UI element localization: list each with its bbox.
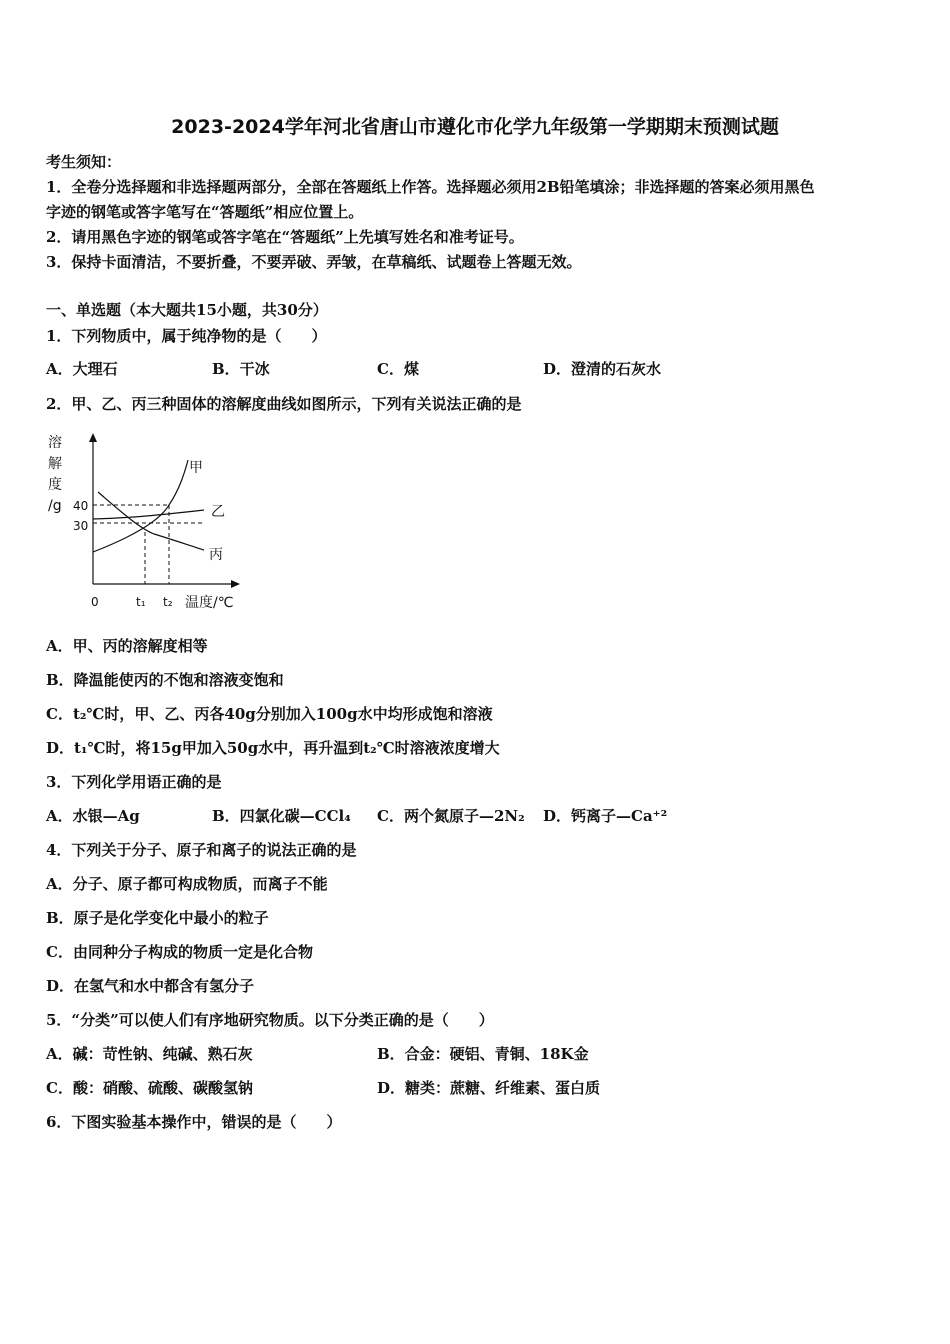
y-tick-30: 30 [73, 519, 89, 533]
q4-option-b: B．原子是化学变化中最小的粒子 [46, 909, 269, 927]
curve-bing [98, 492, 204, 550]
x-tick-t2: t₂ [163, 595, 173, 609]
series-label-yi: 乙 [211, 504, 225, 520]
q3-option-b: B．四氯化碳—CCl₄ [212, 807, 351, 825]
ylabel-char: 溶 [48, 435, 62, 451]
y-axis-arrow [89, 433, 97, 442]
q1-option-d: D．澄清的石灰水 [543, 360, 662, 378]
q3-option-c: C．两个氮原子—2N₂ [377, 807, 525, 825]
q2-option-b: B．降温能使丙的不饱和溶液变饱和 [46, 671, 284, 689]
ylabel-char: /g [48, 498, 62, 514]
question-3-stem: 3．下列化学用语正确的是 [46, 773, 222, 791]
notice-item: 3．保持卡面清洁，不要折叠，不要弄破、弄皱，在草稿纸、试题卷上答题无效。 [46, 253, 582, 271]
q2-option-a: A．甲、丙的溶解度相等 [46, 637, 208, 655]
x-tick-t1: t₁ [136, 595, 146, 609]
q2-option-c: C．t₂℃时，甲、乙、丙各40g分别加入100g水中均形成饱和溶液 [46, 705, 493, 723]
notice-heading: 考生须知： [46, 153, 122, 171]
series-label-jia: 甲 [189, 460, 203, 476]
q4-option-c: C．由同种分子构成的物质一定是化合物 [46, 943, 313, 961]
origin-label: 0 [91, 595, 99, 609]
question-1-stem: 1．下列物质中，属于纯净物的是（ ） [46, 327, 327, 345]
y-tick-40: 40 [73, 499, 89, 513]
curve-jia [93, 460, 188, 552]
solubility-chart [44, 430, 254, 615]
series-label-bing: 丙 [209, 547, 223, 563]
q1-option-a: A．大理石 [46, 360, 118, 378]
question-2-stem: 2．甲、乙、丙三种固体的溶解度曲线如图所示，下列有关说法正确的是 [46, 395, 522, 413]
q5-option-d: D．糖类：蔗糖、纤维素、蛋白质 [377, 1079, 601, 1097]
notice-item: 字迹的钢笔或答字笔写在“答题纸”相应位置上。 [46, 203, 364, 221]
section-heading: 一、单选题（本大题共15小题，共30分） [46, 301, 328, 319]
curve-yi [93, 510, 204, 519]
question-6-stem: 6．下图实验基本操作中，错误的是（ ） [46, 1113, 342, 1131]
question-4-stem: 4．下列关于分子、原子和离子的说法正确的是 [46, 841, 357, 859]
q4-option-a: A．分子、原子都可构成物质，而离子不能 [46, 875, 328, 893]
q5-option-a: A．碱：苛性钠、纯碱、熟石灰 [46, 1045, 253, 1063]
x-axis-label: 温度/℃ [185, 595, 234, 611]
q2-option-d: D．t₁℃时，将15g甲加入50g水中，再升温到t₂℃时溶液浓度增大 [46, 739, 500, 757]
q5-option-c: C．酸：硝酸、硫酸、碳酸氢钠 [46, 1079, 253, 1097]
q4-option-d: D．在氢气和水中都含有氢分子 [46, 977, 255, 995]
x-axis-arrow [231, 580, 240, 588]
q5-option-b: B．合金：硬铝、青铜、18K金 [377, 1045, 589, 1063]
q3-option-a: A．水银—Ag [46, 807, 140, 825]
notice-item: 1．全卷分选择题和非选择题两部分，全部在答题纸上作答。选择题必须用2B铅笔填涂；非选择题的答案必须用黑色 [46, 178, 815, 196]
notice-item: 2．请用黑色字迹的钢笔或答字笔在“答题纸”上先填写姓名和准考证号。 [46, 228, 524, 246]
question-5-stem: 5．“分类”可以使人们有序地研究物质。以下分类正确的是（ ） [46, 1011, 494, 1029]
page-title: 2023-2024学年河北省唐山市遵化市化学九年级第一学期期末预测试题 [171, 116, 779, 138]
ylabel-char: 度 [48, 477, 62, 493]
q1-option-b: B．干冰 [212, 360, 270, 378]
ylabel-char: 解 [48, 456, 62, 472]
q3-option-d: D．钙离子—Ca⁺² [543, 807, 668, 825]
q1-option-c: C．煤 [377, 360, 419, 378]
